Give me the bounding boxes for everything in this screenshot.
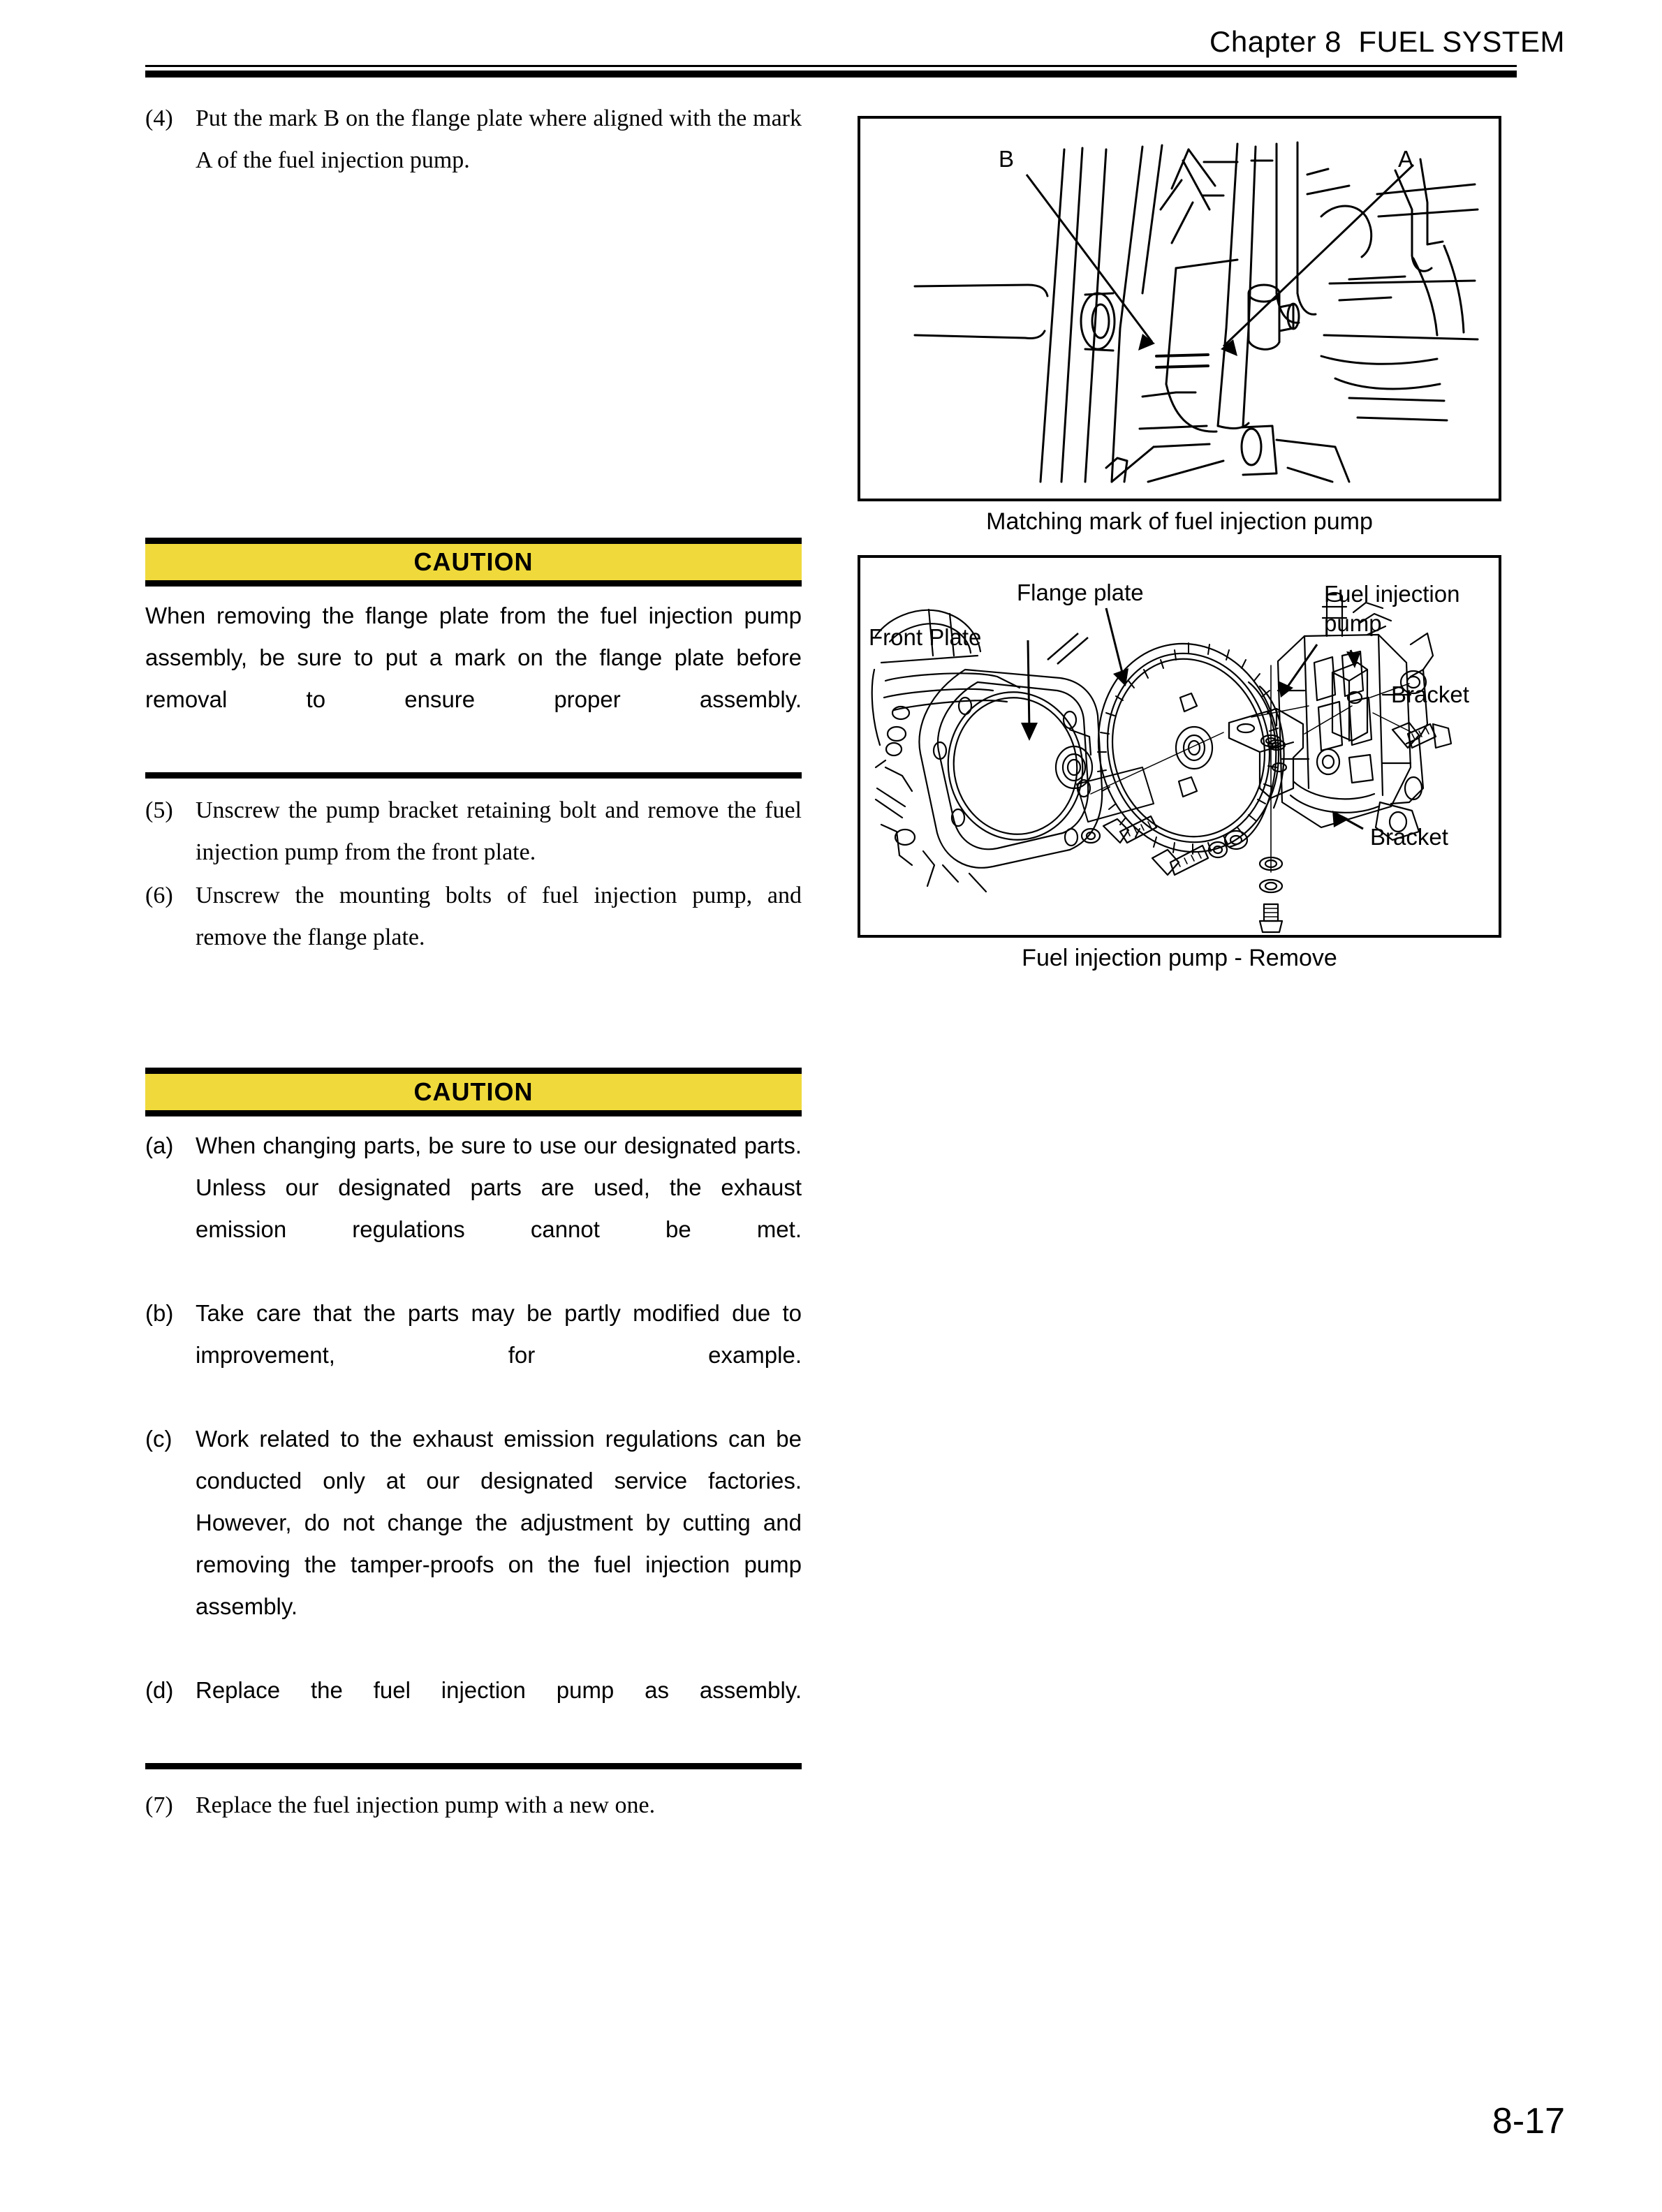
step-text-6: Unscrew the mounting bolts of fuel injection pump, and remove the flange plate. (196, 883, 802, 950)
caution-item-b-text: Take care that the parts may be partly modified due to improvement, for example. (196, 1300, 802, 1368)
caution-2-items (145, 1116, 802, 1753)
caution-1-end-rule (145, 772, 802, 779)
header-rule-thin (145, 65, 1517, 67)
caution-2-bar-bottom-rule (145, 1110, 802, 1116)
step-item-6 (145, 875, 802, 959)
left-text-column (145, 98, 802, 1828)
figure-pump-remove-box (858, 555, 1501, 938)
caution-2-top-rule (145, 1068, 802, 1074)
figure-matching-mark-box (858, 116, 1501, 501)
caution-1-bar-bottom-rule (145, 580, 802, 587)
step-marker-5: (5) (145, 797, 173, 823)
caution-item-d (145, 1669, 802, 1753)
caution-item-c-marker: (c) (145, 1426, 172, 1452)
step-item-5 (145, 790, 802, 873)
caution-item-a (145, 1125, 802, 1292)
caution-1-heading-text: CAUTION (413, 547, 534, 576)
figure-matching-mark (858, 116, 1501, 536)
figure2-caption: Fuel injection pump - Remove (1022, 945, 1337, 971)
page-header-title: Chapter 8 FUEL SYSTEM (1209, 25, 1565, 58)
matching-mark-line-drawing (860, 119, 1499, 499)
caution-item-b (145, 1292, 802, 1418)
figure2-label-bracket-upper: Bracket (1391, 681, 1469, 707)
caution-item-b-marker: (b) (145, 1300, 174, 1326)
caution-1-body-text: When removing the flange plate from the fuel injection pump assembly, be sure to put a mark on the flange plate before removal to ensure proper assembly. (145, 603, 802, 712)
step-item-7 (145, 1785, 802, 1827)
page-number: 8-17 (1492, 2101, 1565, 2141)
step-marker-6: (6) (145, 883, 173, 908)
caution-item-c (145, 1418, 802, 1669)
figure-pump-remove (858, 555, 1501, 972)
caution-block-2 (145, 1068, 802, 1769)
step-marker-4: (4) (145, 105, 173, 131)
caution-block-1 (145, 538, 802, 779)
caution-item-c-text: Work related to the exhaust emission regulations can be conducted only at our designated service factories. However, do not change the adjustment by cutting and removing the tamper-proofs on the fuel injection pump assembly. (196, 1426, 802, 1619)
figure2-label-front-plate: Front Plate (869, 624, 982, 650)
caution-item-a-text: When changing parts, be sure to use our designated parts. Unless our designated parts are used, the exhaust emission regulations cannot be met. (196, 1133, 802, 1242)
step-marker-7: (7) (145, 1792, 173, 1818)
caution-1-top-rule (145, 538, 802, 544)
caution-item-d-marker: (d) (145, 1677, 174, 1703)
caution-item-a-marker: (a) (145, 1133, 174, 1158)
figure1-label-mark-a: A (1398, 146, 1414, 172)
step-text-7: Replace the fuel injection pump with a new one. (196, 1792, 656, 1818)
figure1-label-mark-b: B (999, 146, 1015, 172)
caution-2-heading-bar (145, 1074, 802, 1110)
figure2-label-fuel-injection-pump-line1: Fuel injection (1324, 581, 1460, 607)
caution-2-heading-text: CAUTION (413, 1077, 534, 1106)
right-figure-column (858, 116, 1501, 972)
caution-1-heading-bar (145, 544, 802, 580)
pump-remove-exploded-drawing (860, 558, 1499, 935)
caution-item-d-text: Replace the fuel injection pump as assembly. (196, 1677, 802, 1703)
figure2-label-bracket-lower: Bracket (1370, 824, 1448, 850)
step-text-5: Unscrew the pump bracket retaining bolt and remove the fuel injection pump from the front plate. (196, 797, 802, 865)
figure2-label-flange-plate: Flange plate (1017, 580, 1144, 605)
step-item-4 (145, 98, 802, 182)
caution-2-end-rule (145, 1763, 802, 1769)
figure1-caption: Matching mark of fuel injection pump (986, 508, 1373, 535)
step-text-4: Put the mark B on the flange plate where aligned with the mark A of the fuel injection pump. (196, 105, 802, 173)
figure2-label-fuel-injection-pump-line2: pump (1324, 610, 1382, 636)
steps-middle-group (145, 790, 802, 959)
header-rule-thick (145, 68, 1517, 78)
